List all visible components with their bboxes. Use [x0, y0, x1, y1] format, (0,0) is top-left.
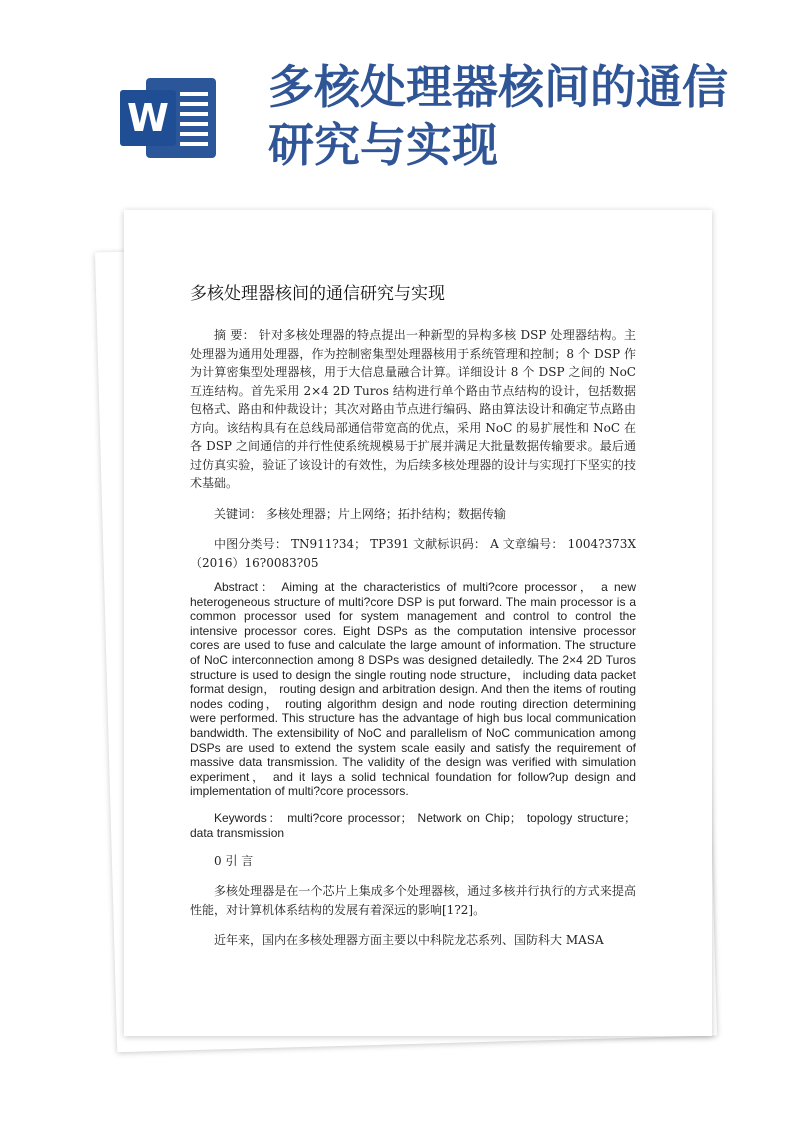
keywords-english: Keywords： multi?core processor； Network on Chip； topology structure； data transmission — [190, 810, 636, 840]
document-title: 多核处理器核间的通信研究与实现 — [190, 284, 445, 304]
document-content — [190, 280, 636, 950]
classification-info: 中图分类号： TN911?34； TP391 文献标识码： A 文章编号： 1004?373X（2016）16?0083?05 — [190, 537, 636, 570]
body-paragraph: 多核处理器是在一个芯片上集成多个处理器核，通过多核并行执行的方式来提高性能，对计算机体系结构的发展有着深远的影响[1?2]。 — [190, 884, 636, 917]
word-letter-icon: W — [120, 90, 176, 146]
keywords-chinese: 关键词： 多核处理器；片上网络；拓扑结构；数据传输 — [214, 506, 506, 521]
abstract-chinese: 摘 要： 针对多核处理器的特点提出一种新型的异构多核 DSP 处理器结构。主处理器为通用处理器，作为控制密集型处理器核用于系统管理和控制；8 个 DSP 作为计算密集型处理器核，用于大信息量融合计算。详细设计 8 个 DSP 之间的 NoC 互连结构。首先采用 2×4 2D Turos 结构进行单个路由节点结构的设计，包括数据包格式、路由和仲裁设计；其次对路由节点进行编码、路由算法设计和确定节点路由方向。该结构具有在总线局部通信带宽高的优点，采用 NoC 的易扩展性和 NoC 在各 DSP 之间通信的并行性使系统规模易于扩展并满足大批量数据传输要求。最后通过仿真实验，验证了该设计的有效性，为后续多核处理器的设计与实现打下坚实的技术基础。 — [190, 328, 636, 490]
abstract-english: Abstract： Aiming at the characteristics of multi?core processor， a new heterogeneous structure of multi?core DSP is put forward. The main processor is a common processor used for system management and control to control the intensive processor cores. Eight DSPs as the computation intensive processor cores are used to fuse and calculate the large amount of information. The structure of NoC interconnection among 8 DSPs was designed detailedly. The 2×4 2D Turos structure is used to design the single routing node structure， including data packet format design， routing design and arbitration design. And then the items of routing nodes coding， routing algorithm design and node routing direction determining were performed. This structure has the advantage of high bus local communication bandwidth. The extensibility of NoC and parallelism of NoC communication among DSPs are used to extend the system scale easily and satisfy the requirement of massive data transmission. The validity of the design was verified with simulation experiment， and it lays a solid technical foundation for follow?up design and implementation of multi?core processors. — [190, 580, 636, 799]
page-title: 多核处理器核间的通信研究与实现 — [268, 60, 728, 172]
word-app-icon — [120, 74, 216, 160]
section-heading: 0 引 言 — [214, 854, 254, 869]
body-paragraph: 近年来，国内在多核处理器方面主要以中科院龙芯系列、国防科大 MASA — [214, 933, 604, 948]
